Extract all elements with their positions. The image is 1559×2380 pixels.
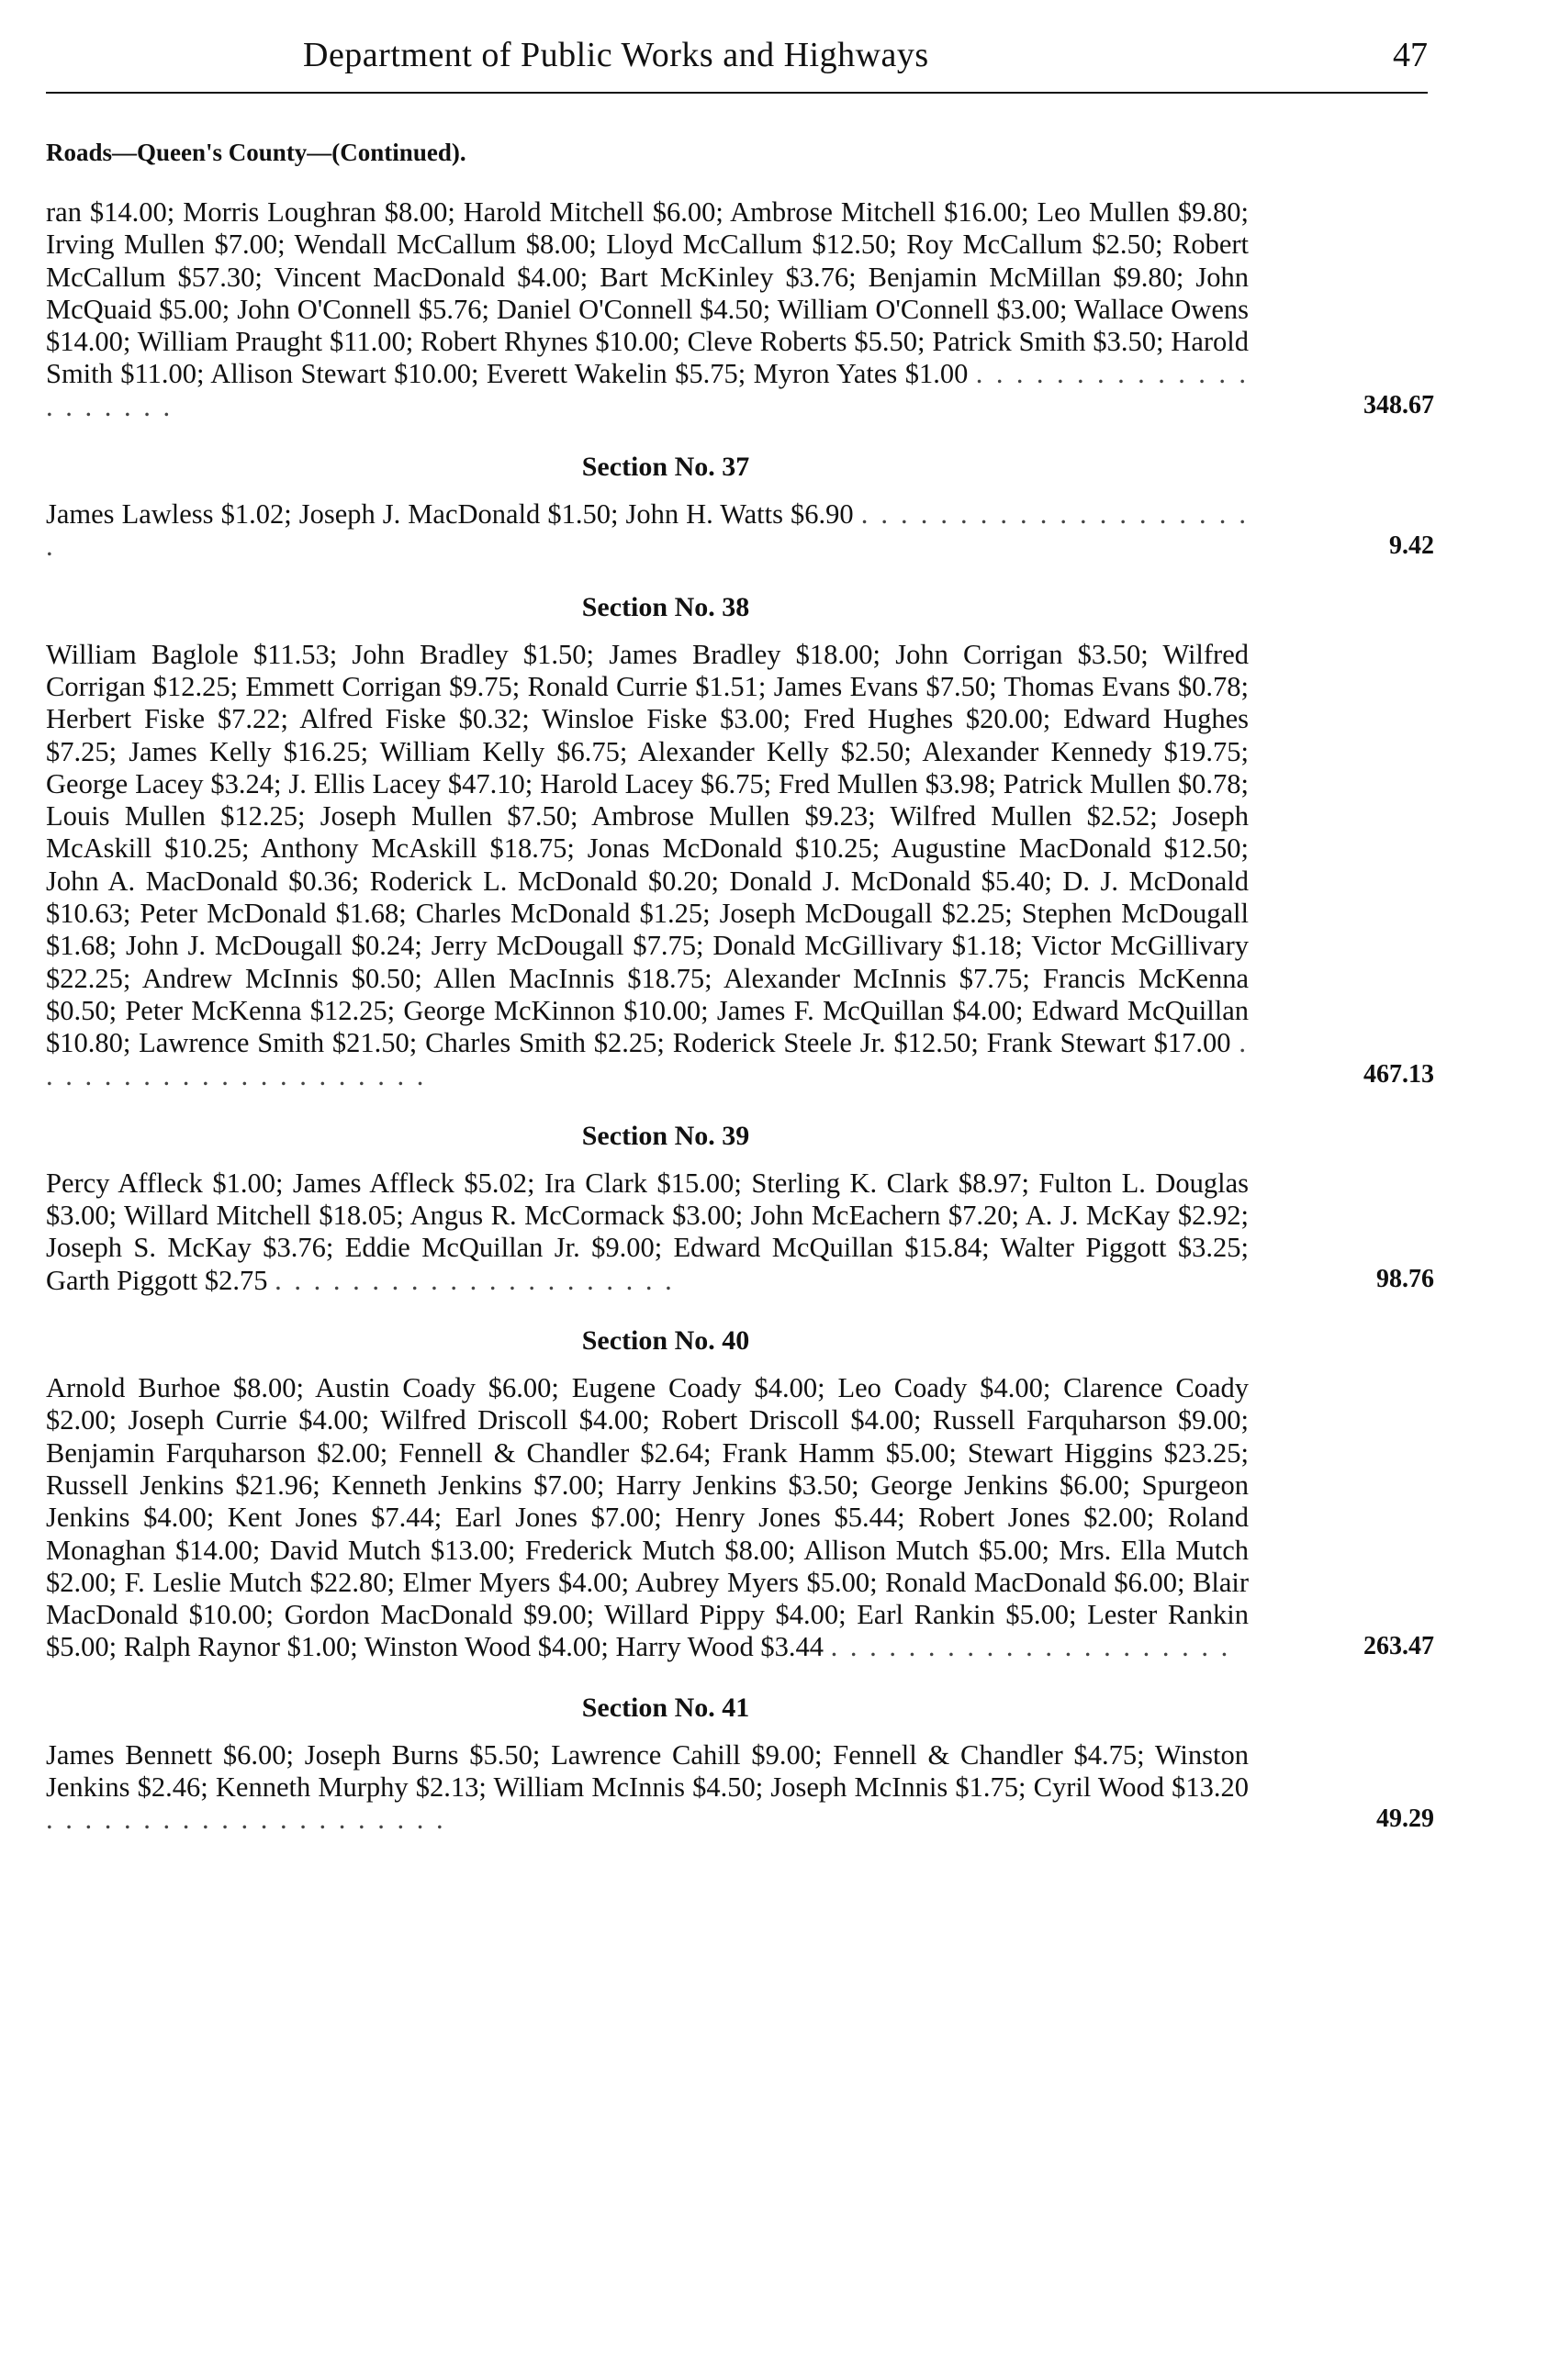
entry-names: James Bennett $6.00; Joseph Burns $5.50; Lawrence Cahill $9.00; Fennell & Chandler $4.75; Winston Jenkins $2.46; Kenneth Murphy $2.13; William McInnis $4.50; Joseph McInnis $1.75; Cyril Wood $13.20: [46, 1738, 1249, 1803]
entry-text: [46, 1739, 1249, 1837]
entry-block-section-38: [46, 639, 1434, 1092]
entry-total: 467.13: [1363, 1059, 1434, 1089]
page-number: 47: [1393, 36, 1428, 74]
section-heading: Section No. 39: [581, 1120, 750, 1151]
section-heading: Section No. 37: [581, 452, 750, 483]
continued-heading: Roads—Queen's County—(Continued).: [46, 139, 466, 166]
header-title: Department of Public Works and Highways: [303, 36, 929, 74]
dot-leader: . . . . . . . . . . . . . . . . . . . . .: [46, 1804, 446, 1836]
entry-text: [46, 1168, 1249, 1297]
entry-block-section-37: [46, 498, 1434, 564]
dot-leader: . . . . . . . . . . . . . . . . . . . . .: [830, 1631, 1231, 1663]
entry-total: 49.29: [1376, 1804, 1434, 1833]
entry-names: ran $14.00; Morris Loughran $8.00; Harold Mitchell $6.00; Ambrose Mitchell $16.00; Leo Mullen $9.80; Irving Mullen $7.00; Wendall McCallum $8.00; Lloyd McCallum $12.50; Roy McCallum $2.50; Robert McCallum $57.30; Vincent MacDonald $4.00; Bart McKinley $3.76; Benjamin McMillan $9.80; John McQuaid $5.00; John O'Connell $5.76; Daniel O'Connell $4.50; William O'Connell $3.00; Wallace Owens $14.00; William Praught $11.00; Robert Rhynes $10.00; Cleve Roberts $5.50; Patrick Smith $3.50; Harold Smith $11.00; Allison Stewart $10.00; Everett Wakelin $5.75; Myron Yates $1.00: [46, 196, 1249, 390]
dot-leader: . . . . . . . . . . . . . . . . . . . . .: [46, 1027, 1249, 1091]
entry-total: 9.42: [1389, 531, 1434, 560]
section-heading: Section No. 41: [581, 1692, 750, 1723]
dot-leader: . . . . . . . . . . . . . . . . . . . . .: [46, 358, 1250, 422]
entry-total: 98.76: [1376, 1265, 1434, 1294]
entry-block-section-40: [46, 1372, 1434, 1664]
entry-text: [46, 639, 1249, 1092]
entry-block-continued: [46, 196, 1434, 423]
running-header: [46, 28, 1428, 92]
dot-leader: . . . . . . . . . . . . . . . . . . . . .: [46, 498, 1250, 563]
dot-leader: . . . . . . . . . . . . . . . . . . . . .: [275, 1264, 675, 1296]
entry-text: [46, 498, 1249, 564]
entry-total: 348.67: [1363, 391, 1434, 420]
section-heading: Section No. 40: [581, 1325, 750, 1357]
document-body: [46, 136, 1434, 1837]
entry-names: Arnold Burhoe $8.00; Austin Coady $6.00; Eugene Coady $4.00; Leo Coady $4.00; Clarence Coady $2.00; Joseph Currie $4.00; Wilfred Driscoll $4.00; Robert Driscoll $4.00; Russell Farquharson $9.00; Benjamin Farquharson $2.00; Fennell & Chandler $2.64; Frank Hamm $5.00; Stewart Higgins $23.25; Russell Jenkins $21.96; Kenneth Jenkins $7.00; Harry Jenkins $3.50; George Jenkins $6.00; Spurgeon Jenkins $4.00; Kent Jones $7.44; Earl Jones $7.00; Henry Jones $5.44; Robert Jones $2.00; Roland Monaghan $14.00; David Mutch $13.00; Frederick Mutch $8.00; Allison Mutch $5.00; Mrs. Ella Mutch $2.00; F. Leslie Mutch $22.80; Elmer Myers $4.00; Aubrey Myers $5.00; Ronald MacDonald $6.00; Blair MacDonald $10.00; Gordon MacDonald $9.00; Willard Pippy $4.00; Earl Rankin $5.00; Lester Rankin $5.00; Ralph Raynor $1.00; Winston Wood $4.00; Harry Wood $3.44: [46, 1372, 1249, 1663]
entry-text: [46, 196, 1249, 423]
entry-names: William Baglole $11.53; John Bradley $1.50; James Bradley $18.00; John Corrigan $3.50; Wilfred Corrigan $12.25; Emmett Corrigan $9.75; Ronald Currie $1.51; James Evans $7.50; Thomas Evans $0.78; Herbert Fiske $7.22; Alfred Fiske $0.32; Winsloe Fiske $3.00; Fred Hughes $20.00; Edward Hughes $7.25; James Kelly $16.25; William Kelly $6.75; Alexander Kelly $2.50; Alexander Kennedy $19.75; George Lacey $3.24; J. Ellis Lacey $47.10; Harold Lacey $6.75; Fred Mullen $3.98; Patrick Mullen $0.78; Louis Mullen $12.25; Joseph Mullen $7.50; Ambrose Mullen $9.23; Wilfred Mullen $2.52; Joseph McAskill $10.25; Anthony McAskill $18.75; Jonas McDonald $10.25; Augustine MacDonald $12.50; John A. MacDonald $0.36; Roderick L. McDonald $0.20; Donald J. McDonald $5.40; D. J. McDonald $10.63; Peter McDonald $1.68; Charles McDonald $1.25; Joseph McDougall $2.25; Stephen McDougall $1.68; John J. McDougall $0.24; Jerry McDougall $7.75; Donald McGillivary $1.18; Victor McGillivary $22.25; Andrew McInnis $0.50; Allen MacInnis $18.75; Alexander McInnis $7.75; Francis McKenna $0.50; Peter McKenna $12.25; George McKinnon $10.00; James F. McQuillan $4.00; Edward McQuillan $10.80; Lawrence Smith $21.50; Charles Smith $2.25; Roderick Steele Jr. $12.50; Frank Stewart $17.00: [46, 638, 1249, 1059]
entry-names: James Lawless $1.02; Joseph J. MacDonald $1.50; John H. Watts $6.90: [46, 498, 854, 531]
entry-names: Percy Affleck $1.00; James Affleck $5.02; Ira Clark $15.00; Sterling K. Clark $8.97; Fulton L. Douglas $3.00; Willard Mitchell $18.05; Angus R. McCormack $3.00; John McEachern $7.20; A. J. McKay $2.92; Joseph S. McKay $3.76; Eddie McQuillan Jr. $9.00; Edward McQuillan $15.84; Walter Piggott $3.25; Garth Piggott $2.75: [46, 1167, 1249, 1296]
entry-block-section-41: [46, 1739, 1434, 1837]
entry-block-section-39: [46, 1168, 1434, 1297]
section-heading: Section No. 38: [581, 591, 750, 622]
entry-text: [46, 1372, 1249, 1664]
entry-total: 263.47: [1363, 1631, 1434, 1660]
header-rule: [46, 92, 1428, 94]
